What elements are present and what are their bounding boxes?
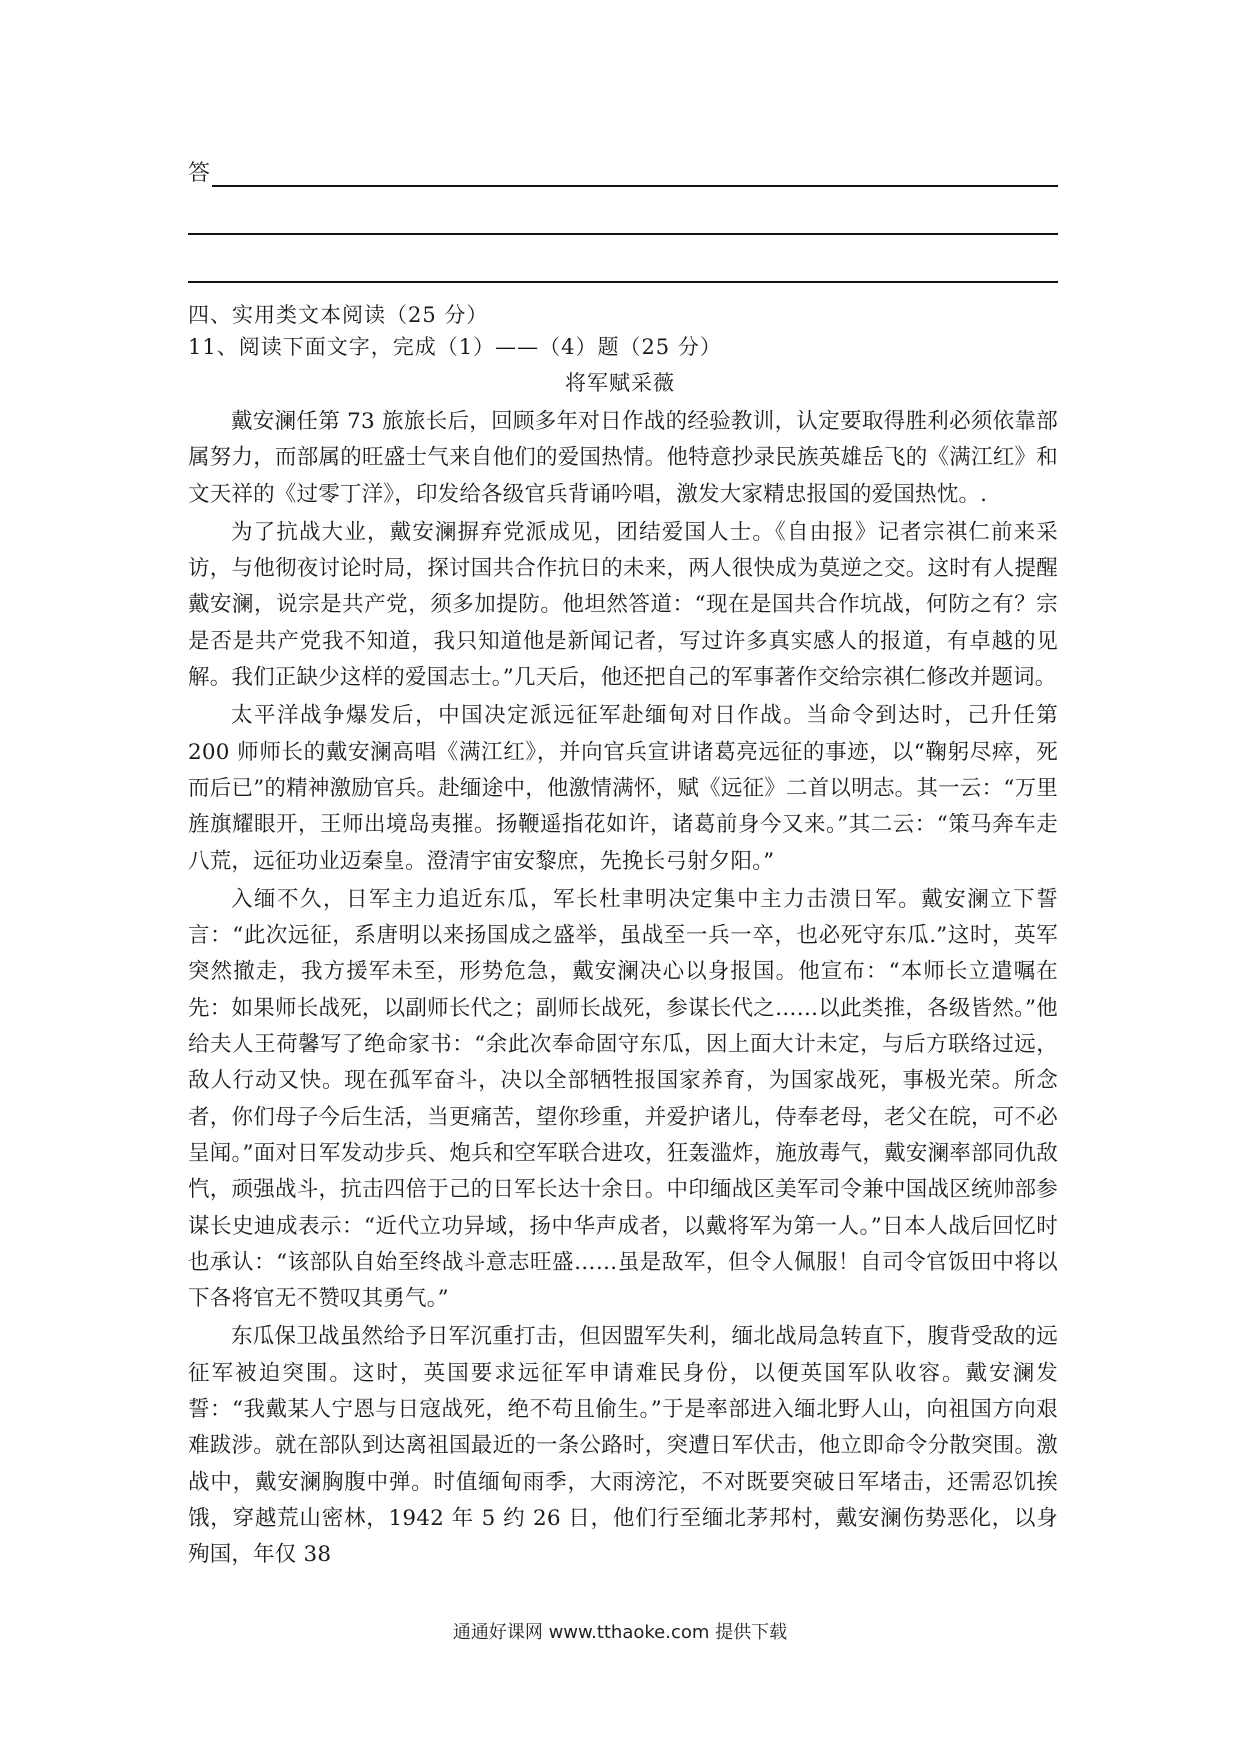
article-paragraph: 东瓜保卫战虽然给予日军沉重打击，但因盟军失利，缅北战局急转直下，腹背受敌的远征军被迫突围。这时，英国要求远征军申请难民身份，以便英国军队收容。戴安澜发誓：“我戴某人宁恩与日寇战死，绝不苟且偷生。”于是率部进入缅北野人山，向祖国方向艰难跋涉。就在部队到达离祖国最近的一条公路时，突遭日军伏击，他立即命令分散突围。激战中，戴安澜胸腹中弹。时值缅甸雨季，大雨滂沱，不对既要突破日军堵击，还需忍饥挨饿，穿越荒山密林，1942 年 5 约 26 日，他们行至缅北茅邦村，戴安澜伤势恶化，以身殉国，年仅 38 <box>188 1324 1058 1568</box>
article-paragraph: 入缅不久，日军主力追近东瓜，军长杜聿明决定集中主力击溃日军。戴安澜立下誓言：“此次远征，系唐明以来扬国成之盛举，虽战至一兵一卒，也必死守东瓜.”这时，英军突然撤走，我方援军未至，形势危急，戴安澜决心以身报国。他宣布：“本师长立遣嘱在先：如果师长战死，以副师长代之；副师长战死，参谋长代之……以此类推，各级皆然。”他给夫人王荷馨写了绝命家书：“余此次奉命固守东瓜，因上面大计未定，与后方联络过远，敌人行动又快。现在孤军奋斗，决以全部牺牲报国家养育，为国家战死，事极光荣。所念者，你们母子今后生活，当更痛苦，望你珍重，并爱护诸儿，侍奉老母，老父在皖，可不必呈闻。”面对日军发动步兵、炮兵和空军联合进攻，狂轰滥炸，施放毒气，戴安澜率部同仇敌忾，顽强战斗，抗击四倍于己的日军长达十余日。中印缅战区美军司令兼中国战区统帅部参谋长史迪成表示：“近代立功异域，扬中华声成者，以戴将军为第一人。”日本人战后回忆时也承认：“该部队自始至终战斗意志旺盛……虽是敌军，但令人佩服！自司令官饭田中将以下各将官无不赞叹其勇气。” <box>188 886 1058 1312</box>
page-footer: 通通好课网 www.tthaoke.com 提供下载 <box>452 1622 788 1643</box>
answer-line[interactable] <box>212 185 1058 187</box>
question-heading: 11、阅读下面文字，完成（1）——（4）题（25 分） <box>188 335 722 359</box>
section-heading: 四、实用类文本阅读（25 分） <box>188 303 489 327</box>
answer-line[interactable] <box>188 233 1058 235</box>
article-title: 将军赋采薇 <box>565 371 675 395</box>
article-body <box>188 404 1058 1576</box>
article-paragraph: 为了抗战大业，戴安澜摒弃党派成见，团结爱国人士。《自由报》记者宗祺仁前来采访，与他彻夜讨论时局，探讨国共合作抗日的未来，两人很快成为莫逆之交。这时有人提醒戴安澜，说宗是共产党，须多加提防。他坦然答道：“现在是国共合作坑战，何防之有？宗是否是共产党我不知道，我只知道他是新闻记者，写过许多真实感人的报道，有卓越的见解。我们正缺少这样的爱国志士。”几天后，他还把自己的军事著作交给宗祺仁修改并题词。 <box>188 519 1058 691</box>
article-paragraph: 太平洋战争爆发后，中国决定派远征军赴缅甸对日作战。当命令到达时，己升任第 200 师师长的戴安澜高唱《满江红》，并向官兵宣讲诸葛亮远征的事迹，以“鞠躬尽瘁，死而后已”的精神激励官兵。赴缅途中，他激情满怀，赋《远征》二首以明志。其一云：“万里旌旗耀眼开，王师出境岛夷摧。扬鞭遥指花如许，诸葛前身今又来。”其二云：“策马奔车走八荒，远征功业迈秦皇。澄清宇宙安黎庶，先挽长弓射夕阳。” <box>188 703 1058 874</box>
answer-line[interactable] <box>188 281 1058 283</box>
article-paragraph: 戴安澜任第 73 旅旅长后，回顾多年对日作战的经验教训，认定要取得胜利必须依靠部属努力，而部属的旺盛士气来自他们的爱国热情。他特意抄录民族英雄岳飞的《满江红》和文天祥的《过零丁洋》，印发给各级官兵背诵吟唱，激发大家精忠报国的爱国热忱。. <box>188 409 1058 507</box>
answer-label: 答 <box>188 161 211 186</box>
